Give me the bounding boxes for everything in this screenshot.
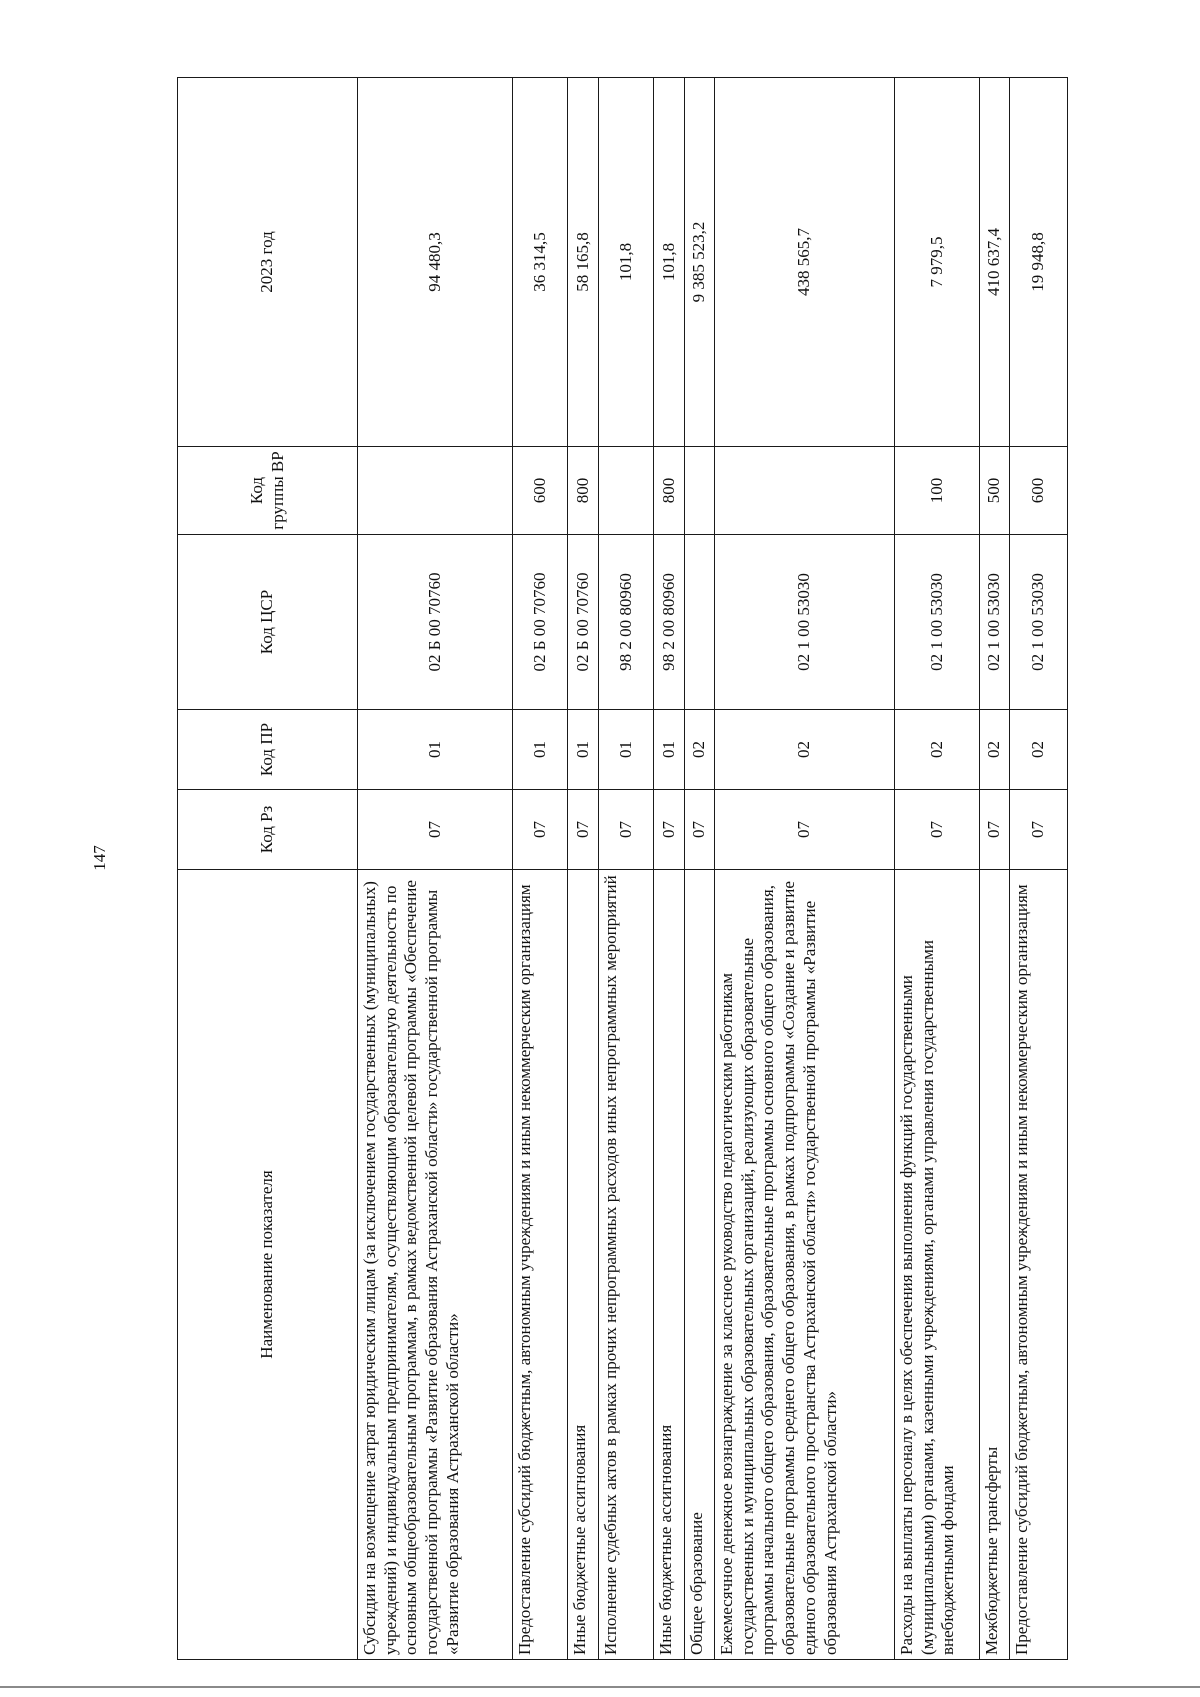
header-pr: Код ПР <box>178 710 358 790</box>
row-amount: 94 480,3 <box>358 78 513 447</box>
row-csr: 02 1 00 53030 <box>1010 535 1068 710</box>
row-rz: 07 <box>568 790 599 870</box>
row-amount: 9 385 523,2 <box>685 78 715 447</box>
table-row <box>599 78 654 1660</box>
row-rz: 07 <box>513 790 568 870</box>
row-vr <box>358 447 513 535</box>
row-rz: 07 <box>1010 790 1068 870</box>
row-vr: 600 <box>1010 447 1068 535</box>
row-rz: 07 <box>685 790 715 870</box>
row-rz: 07 <box>599 790 654 870</box>
header-amount: 2023 год <box>178 78 358 447</box>
row-pr: 02 <box>715 710 895 790</box>
row-csr: 98 2 00 80960 <box>654 535 685 710</box>
row-name: Предоставление субсидий бюджетным, автономным учреждениям и иным некоммерческим организациям <box>513 870 568 1660</box>
table-row <box>715 78 895 1660</box>
row-rz: 07 <box>358 790 513 870</box>
table-row <box>685 78 715 1660</box>
scan-edge-line <box>0 1686 1200 1688</box>
row-vr: 600 <box>513 447 568 535</box>
row-rz: 07 <box>715 790 895 870</box>
table-header-row <box>178 78 358 1660</box>
row-name: Общее образование <box>685 870 715 1660</box>
row-pr: 01 <box>568 710 599 790</box>
row-csr: 02 1 00 53030 <box>895 535 980 710</box>
row-vr: 800 <box>654 447 685 535</box>
row-name: Иные бюджетные ассигнования <box>654 870 685 1660</box>
row-name: Исполнение судебных актов в рамках прочих непрограммных расходов иных непрограммных мероприятий <box>599 870 654 1660</box>
row-pr: 01 <box>599 710 654 790</box>
row-name: Межбюджетные трансферты <box>980 870 1010 1660</box>
budget-table-container <box>177 78 1067 1660</box>
budget-table <box>177 77 1068 1660</box>
table-row <box>654 78 685 1660</box>
row-name: Ежемесячное денежное вознаграждение за классное руководство педагогическим работникам государственных и муниципальных образовательных организаций, реализующих образовательные программы начального общего образования, образовательные программы основного общего образования, образовательные программы среднего общего образования, в рамках подпрограммы «Создание и развитие единого образовательного пространства Астраханской области» государственной программы «Развитие образования Астраханской области» <box>715 870 895 1660</box>
header-csr: Код ЦСР <box>178 535 358 710</box>
row-csr: 02 Б 00 70760 <box>513 535 568 710</box>
row-csr: 02 1 00 53030 <box>715 535 895 710</box>
row-rz: 07 <box>654 790 685 870</box>
row-csr: 02 1 00 53030 <box>980 535 1010 710</box>
row-vr <box>715 447 895 535</box>
table-row <box>568 78 599 1660</box>
row-name: Иные бюджетные ассигнования <box>568 870 599 1660</box>
row-csr: 98 2 00 80960 <box>599 535 654 710</box>
row-amount: 101,8 <box>599 78 654 447</box>
header-rz: Код Рз <box>178 790 358 870</box>
row-amount: 58 165,8 <box>568 78 599 447</box>
row-pr: 02 <box>895 710 980 790</box>
header-name: Наименование показателя <box>178 870 358 1660</box>
row-pr: 02 <box>1010 710 1068 790</box>
row-name: Субсидии на возмещение затрат юридическим лицам (за исключением государственных (муниципальных) учреждений) и индивидуальным предпринимателям, осуществляющим образовательную деятельность по основным общеобразовательным программам, в рамках ведомственной целевой программы «Обеспечение государственной программы «Развитие образования Астраханской области» государственной программы «Развитие образования Астраханской области» <box>358 870 513 1660</box>
row-pr: 02 <box>980 710 1010 790</box>
table-row <box>895 78 980 1660</box>
row-vr: 100 <box>895 447 980 535</box>
row-pr: 02 <box>685 710 715 790</box>
table-row <box>980 78 1010 1660</box>
row-name: Предоставление субсидий бюджетным, автономным учреждениям и иным некоммерческим организациям <box>1010 870 1068 1660</box>
row-amount: 7 979,5 <box>895 78 980 447</box>
row-pr: 01 <box>358 710 513 790</box>
row-rz: 07 <box>895 790 980 870</box>
row-pr: 01 <box>513 710 568 790</box>
row-vr: 800 <box>568 447 599 535</box>
row-amount: 410 637,4 <box>980 78 1010 447</box>
row-name: Расходы на выплаты персоналу в целях обеспечения выполнения функций государственными (муниципальными) органами, казенными учреждениями, органами управления государственными внебюджетными фондами <box>895 870 980 1660</box>
row-csr <box>685 535 715 710</box>
row-vr: 500 <box>980 447 1010 535</box>
row-amount: 101,8 <box>654 78 685 447</box>
row-vr <box>599 447 654 535</box>
table-row <box>358 78 513 1660</box>
row-amount: 36 314,5 <box>513 78 568 447</box>
table-row <box>1010 78 1068 1660</box>
row-pr: 01 <box>654 710 685 790</box>
row-rz: 07 <box>980 790 1010 870</box>
row-amount: 438 565,7 <box>715 78 895 447</box>
row-vr <box>685 447 715 535</box>
row-amount: 19 948,8 <box>1010 78 1068 447</box>
row-csr: 02 Б 00 70760 <box>568 535 599 710</box>
row-csr: 02 Б 00 70760 <box>358 535 513 710</box>
page-number: 147 <box>90 845 109 871</box>
header-vr: Код группы ВР <box>178 447 358 535</box>
table-row <box>513 78 568 1660</box>
